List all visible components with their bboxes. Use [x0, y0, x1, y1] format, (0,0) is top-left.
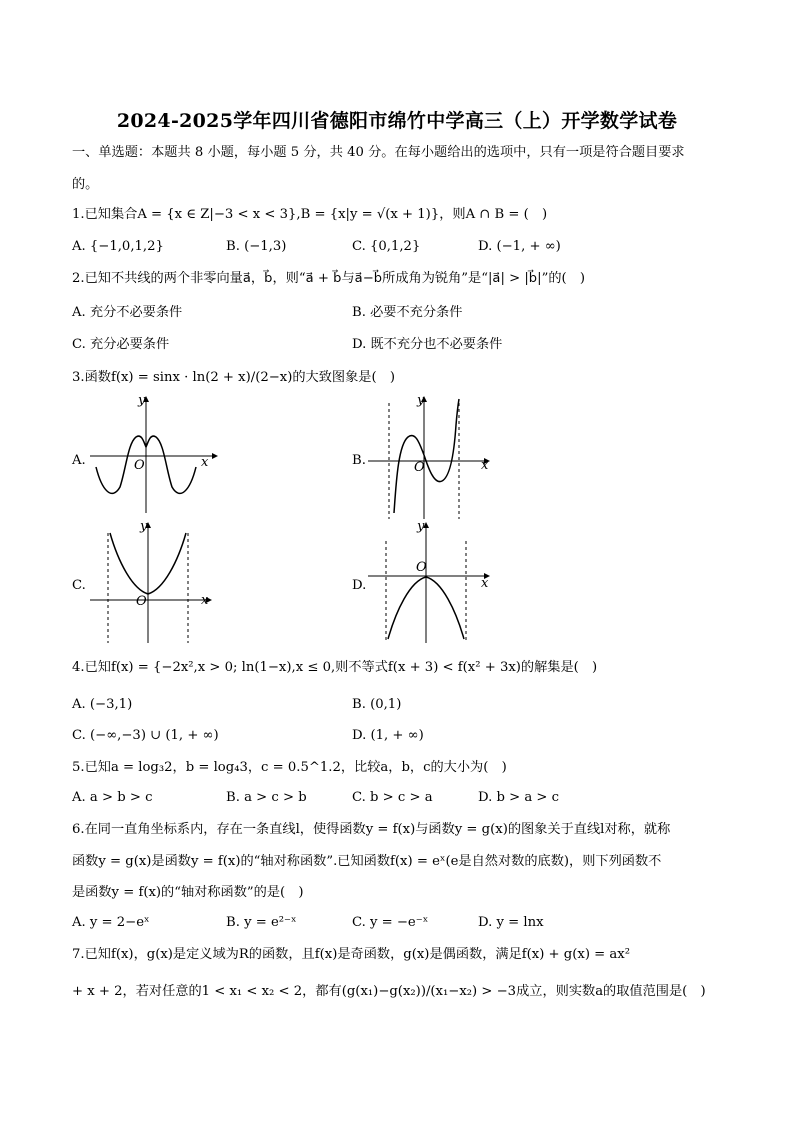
graph-b-y-label: y — [417, 393, 425, 408]
question-1-option-b[interactable]: B. (−1,3) — [226, 239, 287, 254]
question-4-option-a[interactable]: A. (−3,1) — [72, 697, 133, 712]
graph-a — [88, 395, 218, 515]
graph-a-origin-label: O — [134, 458, 145, 473]
graph-c-x-label: x — [201, 593, 209, 608]
question-6-option-d[interactable]: D. y = lnx — [478, 915, 544, 930]
question-4-option-b[interactable]: B. (0,1) — [352, 697, 402, 712]
question-4-option-c[interactable]: C. (−∞,−3) ∪ (1, + ∞) — [72, 728, 219, 743]
graph-c-origin-label: O — [136, 594, 147, 609]
graph-b-origin-label: O — [414, 460, 425, 475]
graph-c-y-label: y — [140, 519, 148, 534]
question-2-option-b[interactable]: B. 必要不充分条件 — [352, 305, 463, 320]
graph-b — [366, 395, 490, 521]
question-1-option-a[interactable]: A. {−1,0,1,2} — [72, 239, 164, 254]
question-5-option-b[interactable]: B. a > c > b — [226, 790, 307, 805]
question-5-option-d[interactable]: D. b > a > c — [478, 790, 560, 805]
question-4-stem: 4.已知f(x) = {−2x²,x > 0; ln(1−x),x ≤ 0,则不等式f(x + 3) < f(x² + 3x)的解集是( ) — [72, 660, 598, 675]
question-3-option-b[interactable]: B. — [352, 453, 366, 468]
question-6-stem-line2: 函数y = g(x)是函数y = f(x)的“轴对称函数”.已知函数f(x) = eˣ(e是自然对数的底数)，则下列函数不 — [72, 854, 662, 869]
question-6-stem-line1: 6.在同一直角坐标系内，存在一条直线l，使得函数y = f(x)与函数y = g(x)的图象关于直线l对称，就称 — [72, 822, 671, 837]
question-6-option-b[interactable]: B. y = e²⁻ˣ — [226, 915, 297, 930]
question-2-stem: 2.已知不共线的两个非零向量a⃗，b⃗，则“a⃗ + b⃗与a⃗−b⃗所成角为锐角”是“|a⃗| > |b⃗|”的( ) — [72, 271, 586, 286]
question-5-option-c[interactable]: C. b > c > a — [352, 790, 433, 805]
graph-c — [88, 521, 218, 645]
question-1-stem: 1.已知集合A = {x ∈ Z|−3 < x < 3},B = {x|y = √(x + 1)}，则A ∩ B = ( ) — [72, 207, 548, 222]
question-3-option-c[interactable]: C. — [72, 578, 86, 593]
graph-d-x-label: x — [481, 576, 489, 591]
graph-a-x-label: x — [201, 455, 209, 470]
question-7-stem-line1: 7.已知f(x)，g(x)是定义域为R的函数，且f(x)是奇函数，g(x)是偶函数，满足f(x) + g(x) = ax² — [72, 947, 630, 962]
question-6-option-c[interactable]: C. y = −e⁻ˣ — [352, 915, 429, 930]
question-7-stem-line2: + x + 2，若对任意的1 < x₁ < x₂ < 2，都有(g(x₁)−g(x₂))/(x₁−x₂) > −3成立，则实数a的取值范围是( ) — [72, 984, 706, 999]
graph-d — [366, 521, 492, 645]
question-1-option-d[interactable]: D. (−1, + ∞) — [478, 239, 561, 254]
graph-d-origin-label: O — [416, 560, 427, 575]
question-3-option-d[interactable]: D. — [352, 578, 367, 593]
question-5-option-a[interactable]: A. a > b > c — [72, 790, 153, 805]
question-2-option-c[interactable]: C. 充分必要条件 — [72, 337, 170, 352]
question-1-option-c[interactable]: C. {0,1,2} — [352, 239, 421, 254]
graph-a-y-label: y — [138, 393, 146, 408]
question-2-option-a[interactable]: A. 充分不必要条件 — [72, 305, 183, 320]
question-4-option-d[interactable]: D. (1, + ∞) — [352, 728, 424, 743]
section-instruction-line2: 的。 — [72, 177, 99, 192]
question-3-option-a[interactable]: A. — [72, 453, 86, 468]
question-2-option-d[interactable]: D. 既不充分也不必要条件 — [352, 337, 503, 352]
graph-d-y-label: y — [417, 519, 425, 534]
question-5-stem: 5.已知a = log₃2，b = log₄3，c = 0.5^1.2，比较a，b，c的大小为( ) — [72, 760, 507, 775]
question-3-stem: 3.函数f(x) = sinx · ln(2 + x)/(2−x)的大致图象是( ) — [72, 370, 395, 385]
question-6-option-a[interactable]: A. y = 2−eˣ — [72, 915, 150, 930]
graph-b-x-label: x — [481, 458, 489, 473]
question-6-stem-line3: 是函数y = f(x)的“轴对称函数”的是( ) — [72, 885, 304, 900]
section-instruction-line1: 一、单选题：本题共 8 小题，每小题 5 分，共 40 分。在每小题给出的选项中，只有一项是符合题目要求 — [72, 145, 685, 160]
page-title: 2024-2025学年四川省德阳市绵竹中学高三（上）开学数学试卷 — [116, 110, 678, 132]
